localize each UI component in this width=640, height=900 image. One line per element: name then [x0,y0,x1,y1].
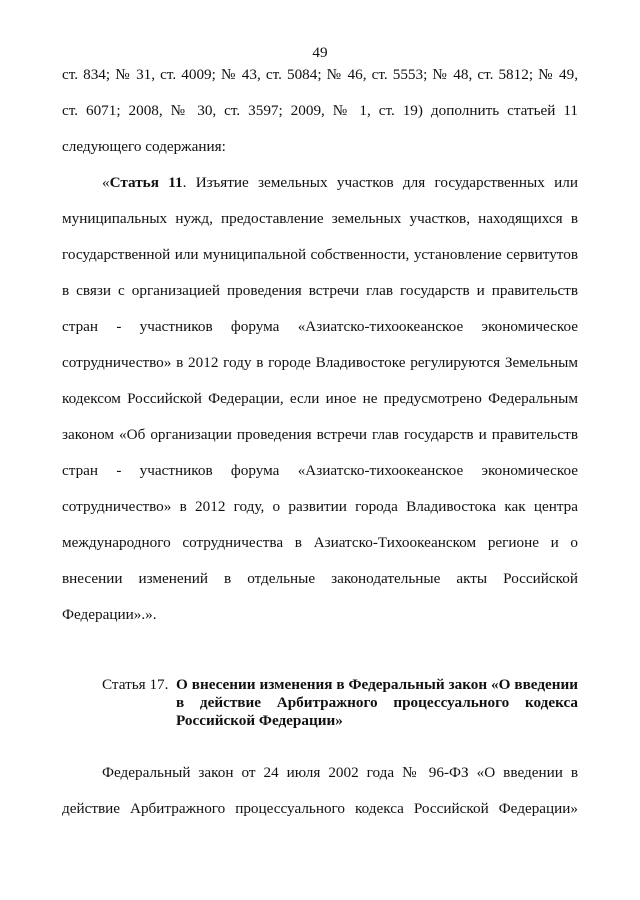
open-quote: « [102,174,110,191]
text-line: ст. 834; № 31, ст. 4009; № 43, ст. 5084; № 46, ст. 5553; № 48, ст. 5812; № 49, [62,66,578,83]
text-line: ст. 6071; 2008, № 30, ст. 3597; 2009, № 1, ст. 19) дополнить статьей 11 [62,102,578,119]
text-line: стран - участников форума «Азиатско-тихоокеанское экономическое [62,462,578,479]
article-17-prefix: Статья 17. [102,676,169,693]
article-17-heading-line: в действие Арбитражного процессуального кодекса [176,694,578,711]
text-line: внесении изменений в отдельные законодательные акты Российской [62,570,578,587]
text-line: государственной или муниципальной собственности, установление сервитутов [62,246,578,263]
text-line: следующего содержания: [62,138,226,155]
article-11-text: . Изъятие земельных участков для государственных или [182,174,578,191]
text-line: муниципальных нужд, предоставление земельных участков, находящихся в [62,210,578,227]
text-line: законом «Об организации проведения встречи глав государств и правительств [62,426,578,443]
text-line: в связи с организацией проведения встречи глав государств и правительств [62,282,578,299]
article-17-heading-line: О внесении изменения в Федеральный закон «О введении [176,676,578,693]
text-line: международного сотрудничества в Азиатско-Тихоокеанском регионе и о [62,534,578,551]
text-line: Федерации».». [62,606,157,623]
article-11-title: Статья 11 [109,174,183,191]
text-line: стран - участников форума «Азиатско-тихоокеанское экономическое [62,318,578,335]
text-line: сотрудничество» в 2012 году, о развитии города Владивостока как центра [62,498,578,515]
text-line: действие Арбитражного процессуального кодекса Российской Федерации» [62,800,578,817]
text-line: кодексом Российской Федерации, если иное не предусмотрено Федеральным [62,390,578,407]
text-line: сотрудничество» в 2012 году в городе Владивостоке регулируются Земельным [62,354,578,371]
text-line: Федеральный закон от 24 июля 2002 года № 96-ФЗ «О введении в [102,764,578,781]
page-number: 49 [312,44,328,61]
article-17-heading-line: Российской Федерации» [176,712,343,729]
article-11-first-line [102,174,578,192]
